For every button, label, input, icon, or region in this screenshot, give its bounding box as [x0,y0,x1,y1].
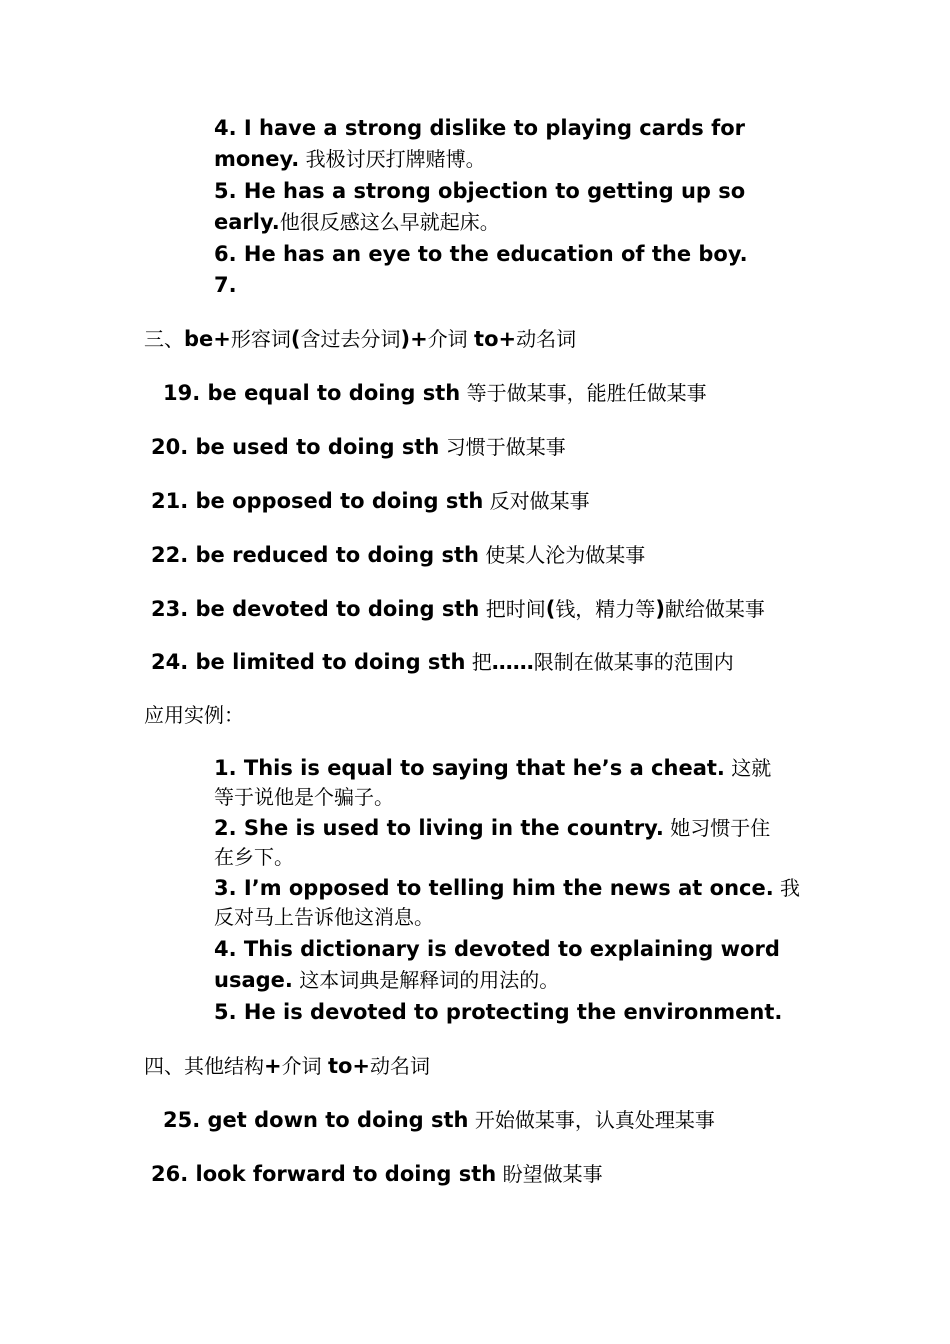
example-line [214,934,780,964]
phrase-chinese: 等于做某事，能胜任做某事 [460,381,707,405]
example-line [214,113,745,143]
phrase-item [151,432,566,462]
example-line [214,813,770,843]
applications-label [144,700,244,730]
example-english: money. [214,147,300,171]
phrase-chinese: 限制在做某事的范围内 [533,650,734,674]
example-english: 4. I have a strong dislike to playing cards for [214,116,746,140]
example-line [214,902,434,932]
phrase-english: 24. be limited to doing sth [151,650,466,674]
heading-text: to+ [327,1054,371,1078]
example-chinese: 他很反感这么早就起床。 [279,210,500,234]
phrase-chinese: 反对做某事 [483,489,590,513]
example-chinese: 这就 [724,756,772,780]
example-english: usage. [214,968,293,992]
example-line [214,997,782,1027]
phrase-chinese: 把 [465,650,492,674]
phrase-chinese: 使某人沦为做某事 [478,543,646,567]
phrase-chinese: 把时间 [479,597,546,621]
example-english: 6. He has an eye to the education of the boy. [214,242,748,266]
example-line [214,270,237,300]
example-line [214,782,394,812]
example-english: 7. [214,273,237,297]
phrase-english: 22. be reduced to doing sth [151,543,479,567]
heading-text: 四、其他结构 [144,1054,264,1078]
example-english: 2. She is used to living in the country. [214,816,664,840]
heading-text: + [264,1054,282,1078]
phrase-item [163,378,707,408]
phrase-english: 19. be equal to doing sth [163,381,461,405]
phrase-item [151,1159,603,1189]
heading-text: 三、 [144,327,184,351]
example-chinese: 在乡下。 [214,845,294,869]
phrase-item [151,647,734,677]
phrase-english: ( [545,597,556,621]
example-english: 3. I’m opposed to telling him the news at once. [214,876,774,900]
example-english: 1. This is equal to saying that he’s a cheat. [214,756,725,780]
heading-text: ( [290,327,301,351]
phrase-chinese: 钱，精力等 [555,597,656,621]
example-line [214,239,748,269]
example-line [214,753,771,783]
example-english: 4. This dictionary is devoted to explaining word [214,937,780,961]
example-line [214,207,500,237]
heading-text: be+ [184,327,231,351]
phrase-english: 20. be used to doing sth [151,435,440,459]
phrase-chinese: 献给做某事 [664,597,765,621]
heading-text: 介词 [281,1054,328,1078]
phrase-english: ) [655,597,665,621]
example-chinese: 等于说他是个骗子。 [214,785,394,809]
label-text: 应用实例： [144,703,244,727]
heading-text: 形容词 [230,327,291,351]
example-chinese: 我 [773,876,801,900]
example-line [214,176,745,206]
example-chinese: 反对马上告诉他这消息。 [214,905,434,929]
phrase-chinese: 开始做某事，认真处理某事 [468,1108,715,1132]
phrase-english: 21. be opposed to doing sth [151,489,484,513]
example-chinese: 她习惯于住 [663,816,771,840]
phrase-chinese: 习惯于做某事 [439,435,566,459]
phrase-english: 26. look forward to doing sth [151,1162,497,1186]
example-chinese: 我极讨厌打牌赌博。 [299,147,486,171]
phrase-chinese: 盼望做某事 [496,1162,603,1186]
section-heading-4 [144,1051,430,1081]
example-chinese: 这本词典是解释词的用法的。 [292,968,560,992]
example-line [214,965,559,995]
phrase-english: 25. get down to doing sth [163,1108,469,1132]
phrase-item [151,486,590,516]
example-english: early. [214,210,280,234]
example-line [214,842,294,872]
heading-text: 含过去分词 [300,327,401,351]
section-heading-3 [144,324,576,354]
phrase-item [151,594,765,624]
phrase-english: 23. be devoted to doing sth [151,597,480,621]
example-line [214,873,800,903]
heading-text: 介词 [427,327,475,351]
example-line [214,144,486,174]
heading-text: to+ [474,327,517,351]
example-english: 5. He is devoted to protecting the environment. [214,1000,783,1024]
heading-text: )+ [400,327,428,351]
example-english: 5. He has a strong objection to getting up so [214,179,746,203]
heading-text: 动名词 [370,1054,431,1078]
phrase-item [163,1105,715,1135]
phrase-item [151,540,645,570]
phrase-english: …… [491,650,534,674]
heading-text: 动名词 [516,327,577,351]
